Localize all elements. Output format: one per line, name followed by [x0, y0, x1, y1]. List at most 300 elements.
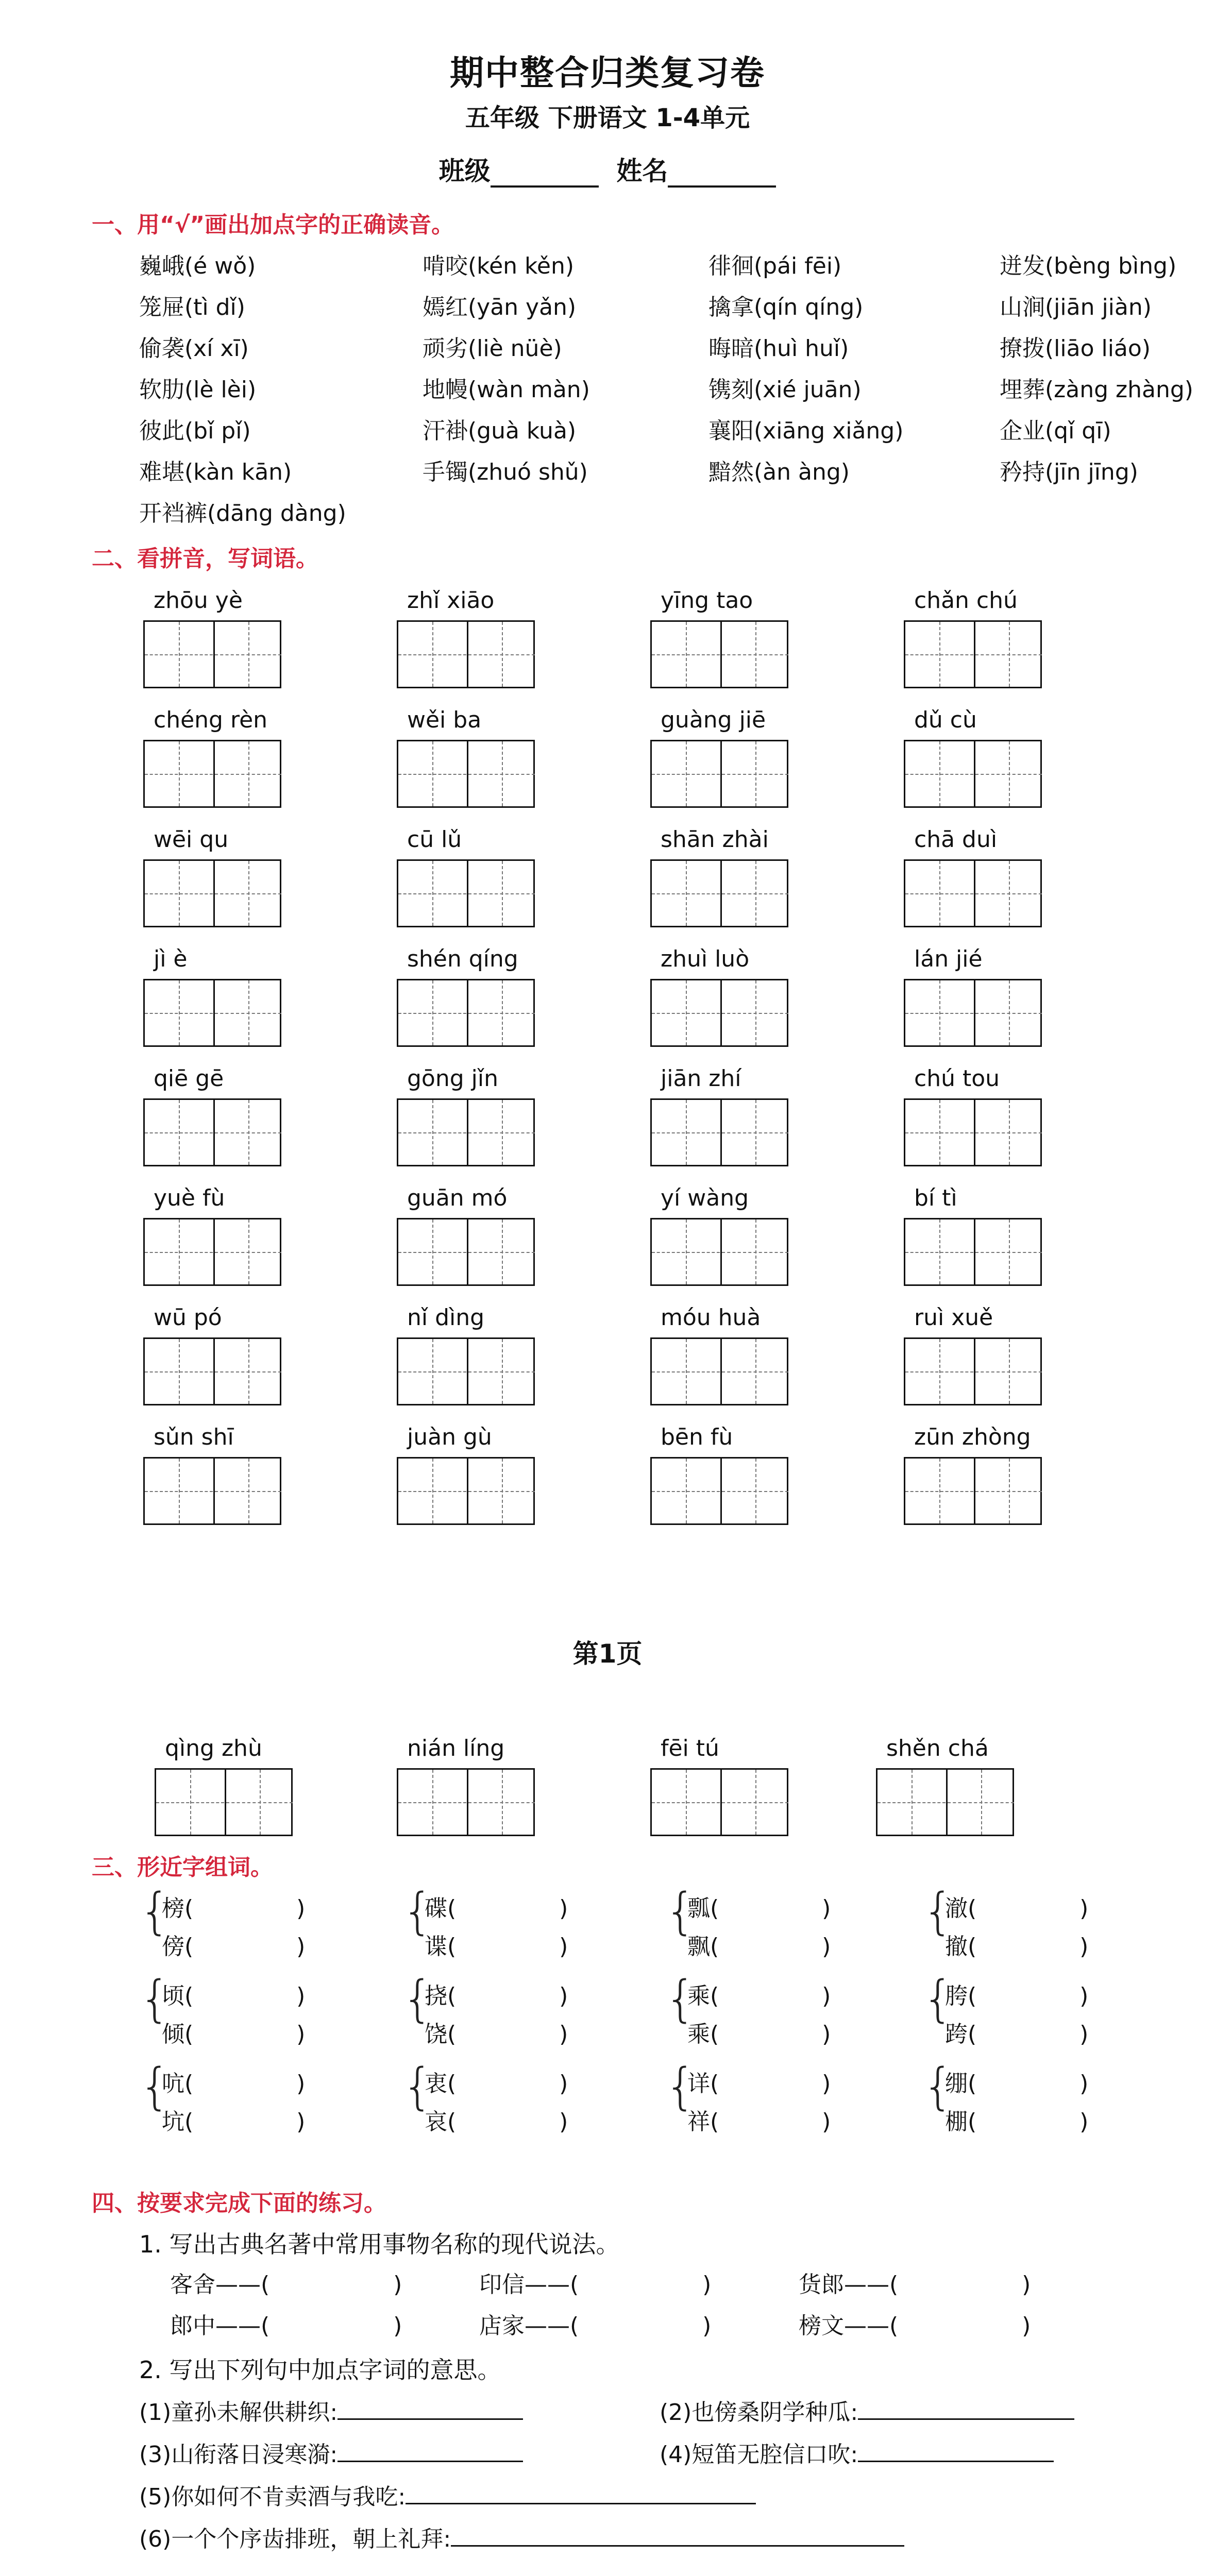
- brace-icon: {: [402, 2058, 434, 2115]
- answer-line[interactable]: [338, 2396, 523, 2420]
- section-1-heading: 一、用“√”画出加点字的正确读音。: [92, 212, 454, 238]
- guide-line-horizontal: [215, 1013, 281, 1014]
- word-1-0-pinyin: chéng rèn: [154, 707, 268, 733]
- grid-cell[interactable]: [467, 741, 535, 806]
- term-label: 印信——(: [479, 2272, 579, 2298]
- grid-cell[interactable]: [652, 741, 720, 806]
- guide-line-horizontal: [468, 1132, 535, 1133]
- grid-cell[interactable]: [878, 1770, 946, 1835]
- reading-item[interactable]: 晦暗(huì huǐ): [708, 335, 849, 362]
- grid-cell[interactable]: [467, 622, 535, 687]
- char-suffix: ): [296, 2071, 306, 2097]
- char-prefix: 碟(: [425, 1895, 457, 1922]
- grid-cell[interactable]: [398, 622, 466, 687]
- class-name-line: [0, 150, 1215, 188]
- char-prefix: 祥(: [687, 2109, 719, 2135]
- reading-item[interactable]: 黯然(àn àng): [708, 459, 850, 485]
- reading-item[interactable]: 巍峨(é wǒ): [139, 253, 256, 279]
- word-p2-3-pinyin: shěn chá: [886, 1735, 989, 1761]
- word-0-1-writing-box[interactable]: [397, 620, 535, 688]
- guide-line-horizontal: [215, 1132, 281, 1133]
- word-2-0-writing-box[interactable]: [143, 859, 281, 927]
- grid-cell[interactable]: [145, 1339, 213, 1404]
- char-suffix: ): [1079, 1895, 1089, 1922]
- word-7-2-writing-box[interactable]: [650, 1457, 788, 1525]
- guide-line-horizontal: [215, 1491, 281, 1492]
- char-suffix: ): [296, 1983, 306, 2009]
- grid-cell[interactable]: [974, 741, 1042, 806]
- word-2-3-writing-box[interactable]: [904, 859, 1042, 927]
- word-4-2-writing-box[interactable]: [650, 1098, 788, 1166]
- brace-icon: {: [665, 2058, 697, 2115]
- word-4-0-writing-box[interactable]: [143, 1098, 281, 1166]
- guide-line-horizontal: [398, 1802, 466, 1803]
- guide-line-horizontal: [145, 654, 213, 655]
- brace-icon: {: [665, 1970, 697, 2028]
- guide-line-horizontal: [722, 1252, 788, 1253]
- answer-line[interactable]: [451, 2522, 904, 2547]
- reading-item[interactable]: 迸发(bèng bìng): [1000, 253, 1177, 279]
- guide-line-horizontal: [652, 1132, 720, 1133]
- guide-line-horizontal: [468, 1802, 535, 1803]
- reading-item[interactable]: 徘徊(pái fēi): [708, 253, 842, 279]
- char-prefix: 谍(: [425, 1934, 457, 1960]
- term-close: ): [702, 2272, 712, 2298]
- reading-item[interactable]: 难堪(kàn kān): [139, 459, 292, 485]
- grid-cell[interactable]: [905, 1339, 973, 1404]
- name-label: 姓名: [616, 156, 668, 186]
- answer-line[interactable]: [858, 2438, 1054, 2462]
- char-prefix: 详(: [687, 2071, 719, 2097]
- reading-item[interactable]: 手镯(zhuó shǔ): [423, 459, 588, 485]
- class-label: 班级: [438, 156, 491, 186]
- section-4-heading: 四、按要求完成下面的练习。: [92, 2190, 386, 2216]
- reading-item[interactable]: 企业(qǐ qī): [1000, 418, 1111, 444]
- char-suffix: ): [296, 2021, 306, 2047]
- answer-line[interactable]: [338, 2438, 523, 2462]
- word-5-0-writing-box[interactable]: [143, 1218, 281, 1286]
- word-p2-0-writing-box[interactable]: [155, 1768, 293, 1836]
- grid-cell[interactable]: [974, 622, 1042, 687]
- guide-line-horizontal: [156, 1802, 224, 1803]
- sec4-question-2: 2. 写出下列句中加点字词的意思。: [139, 2356, 501, 2384]
- grid-cell[interactable]: [156, 1770, 224, 1835]
- char-prefix: 瓢(: [687, 1895, 719, 1922]
- grid-cell[interactable]: [467, 1459, 535, 1523]
- word-5-2-writing-box[interactable]: [650, 1218, 788, 1286]
- grid-cell[interactable]: [720, 741, 788, 806]
- word-6-1-writing-box[interactable]: [397, 1337, 535, 1405]
- char-prefix: 衷(: [425, 2071, 457, 2097]
- word-1-1-pinyin: wěi ba: [407, 707, 482, 733]
- similar-char-item[interactable]: [162, 1890, 305, 1923]
- reading-item[interactable]: 偷袭(xí xī): [139, 335, 249, 362]
- grid-cell[interactable]: [467, 1770, 535, 1835]
- grid-cell[interactable]: [398, 1339, 466, 1404]
- reading-item[interactable]: 镌刻(xié juān): [708, 377, 862, 403]
- grid-cell[interactable]: [398, 1770, 466, 1835]
- answer-line[interactable]: [406, 2480, 756, 2504]
- modern-term-item[interactable]: [799, 2307, 1031, 2340]
- grid-cell[interactable]: [652, 1100, 720, 1165]
- word-1-2-pinyin: guàng jiē: [661, 707, 766, 733]
- guide-line-horizontal: [652, 893, 720, 894]
- reading-item[interactable]: 彼此(bǐ pǐ): [139, 418, 251, 444]
- grid-cell[interactable]: [905, 1100, 973, 1165]
- grid-cell[interactable]: [652, 1770, 720, 1835]
- word-1-1-writing-box[interactable]: [397, 740, 535, 808]
- grid-cell[interactable]: [213, 980, 281, 1045]
- word-5-3-writing-box[interactable]: [904, 1218, 1042, 1286]
- char-suffix: ): [559, 2071, 568, 2097]
- similar-char-item[interactable]: [687, 1977, 831, 2010]
- guide-line-horizontal: [145, 1491, 213, 1492]
- similar-char-item[interactable]: [162, 2015, 305, 2048]
- guide-line-horizontal: [975, 893, 1042, 894]
- word-5-1-pinyin: guān mó: [407, 1185, 508, 1211]
- sentence-meaning-item[interactable]: [139, 2436, 523, 2469]
- brace-icon: {: [922, 2058, 954, 2115]
- char-prefix: 坑(: [162, 2109, 194, 2135]
- brace-icon: {: [402, 1970, 434, 2028]
- grid-cell[interactable]: [213, 622, 281, 687]
- guide-line-horizontal: [905, 1132, 973, 1133]
- similar-char-item[interactable]: [425, 2015, 568, 2048]
- similar-char-item[interactable]: [687, 2103, 831, 2136]
- char-suffix: ): [822, 1895, 831, 1922]
- word-4-3-writing-box[interactable]: [904, 1098, 1042, 1166]
- sentence-meaning-item[interactable]: [660, 2436, 1054, 2469]
- similar-char-item[interactable]: [945, 1928, 1088, 1961]
- reading-item[interactable]: 埋葬(zàng zhàng): [1000, 377, 1193, 403]
- char-prefix: 胯(: [945, 1983, 977, 2009]
- grid-cell[interactable]: [398, 980, 466, 1045]
- char-prefix: 挠(: [425, 1983, 457, 2009]
- grid-cell[interactable]: [974, 1339, 1042, 1404]
- guide-line-horizontal: [722, 1802, 788, 1803]
- similar-char-item[interactable]: [162, 2065, 305, 2098]
- modern-term-item[interactable]: [479, 2266, 711, 2299]
- grid-cell[interactable]: [398, 741, 466, 806]
- reading-item[interactable]: 嫣红(yān yǎn): [423, 294, 577, 320]
- guide-line-horizontal: [215, 1371, 281, 1372]
- term-label: 榜文——(: [799, 2313, 899, 2339]
- word-5-2-pinyin: yí wàng: [661, 1185, 749, 1211]
- char-suffix: ): [1079, 2071, 1089, 2097]
- reading-item[interactable]: 擒拿(qín qíng): [708, 294, 864, 320]
- char-prefix: 吭(: [162, 2071, 194, 2097]
- word-2-2-pinyin: shān zhài: [661, 826, 769, 853]
- grid-cell[interactable]: [974, 861, 1042, 926]
- char-suffix: ): [559, 1895, 568, 1922]
- grid-cell[interactable]: [213, 1219, 281, 1284]
- sentence-meaning-item[interactable]: [660, 2394, 1074, 2427]
- guide-line-horizontal: [652, 1371, 720, 1372]
- answer-line[interactable]: [858, 2396, 1074, 2420]
- grid-cell[interactable]: [467, 861, 535, 926]
- modern-term-item[interactable]: [479, 2307, 711, 2340]
- char-suffix: ): [1079, 2109, 1089, 2135]
- grid-cell[interactable]: [905, 622, 973, 687]
- similar-char-item[interactable]: [687, 2015, 831, 2048]
- sentence-meaning-item[interactable]: [139, 2394, 523, 2427]
- grid-cell[interactable]: [652, 1339, 720, 1404]
- similar-char-item[interactable]: [425, 1890, 568, 1923]
- guide-line-horizontal: [145, 1132, 213, 1133]
- guide-line-horizontal: [398, 774, 466, 775]
- term-close: ): [1022, 2272, 1031, 2298]
- section-2-heading: 二、看拼音，写词语。: [92, 546, 318, 572]
- word-7-0-writing-box[interactable]: [143, 1457, 281, 1525]
- word-3-2-pinyin: zhuì luò: [661, 946, 750, 972]
- guide-line-horizontal: [468, 654, 535, 655]
- similar-char-item[interactable]: [945, 1890, 1088, 1923]
- word-1-0-writing-box[interactable]: [143, 740, 281, 808]
- char-prefix: 顷(: [162, 1983, 194, 2009]
- grid-cell[interactable]: [652, 622, 720, 687]
- brace-icon: {: [139, 2058, 171, 2115]
- grid-cell[interactable]: [652, 1219, 720, 1284]
- word-7-2-pinyin: bēn fù: [661, 1424, 733, 1450]
- similar-char-item[interactable]: [162, 2103, 305, 2136]
- word-p2-2-writing-box[interactable]: [650, 1768, 788, 1836]
- reading-item[interactable]: 顽劣(liè nüè): [423, 335, 562, 362]
- grid-cell[interactable]: [145, 622, 213, 687]
- word-5-1-writing-box[interactable]: [397, 1218, 535, 1286]
- grid-cell[interactable]: [974, 1459, 1042, 1523]
- reading-item[interactable]: 笼屉(tì dǐ): [139, 294, 245, 320]
- reading-item[interactable]: 撩拨(liāo liáo): [1000, 335, 1151, 362]
- word-p2-3-writing-box[interactable]: [876, 1768, 1014, 1836]
- word-4-1-writing-box[interactable]: [397, 1098, 535, 1166]
- guide-line-horizontal: [905, 1491, 973, 1492]
- word-3-1-pinyin: shén qíng: [407, 946, 518, 972]
- similar-char-item[interactable]: [945, 2015, 1088, 2048]
- char-suffix: ): [1079, 1983, 1089, 2009]
- grid-cell[interactable]: [398, 1219, 466, 1284]
- char-suffix: ): [296, 1934, 306, 1960]
- modern-term-item[interactable]: [170, 2307, 402, 2340]
- guide-line-horizontal: [215, 654, 281, 655]
- guide-line-horizontal: [975, 1371, 1042, 1372]
- reading-item[interactable]: 啃咬(kén kěn): [423, 253, 575, 279]
- word-1-3-pinyin: dǔ cù: [914, 707, 977, 733]
- guide-line-horizontal: [145, 893, 213, 894]
- similar-char-item[interactable]: [945, 1977, 1088, 2010]
- guide-line-horizontal: [975, 1252, 1042, 1253]
- grid-cell[interactable]: [946, 1770, 1014, 1835]
- term-close: ): [702, 2313, 712, 2339]
- word-7-3-writing-box[interactable]: [904, 1457, 1042, 1525]
- word-2-1-writing-box[interactable]: [397, 859, 535, 927]
- word-4-0-pinyin: qiē gē: [154, 1065, 224, 1092]
- grid-cell[interactable]: [145, 1100, 213, 1165]
- grid-cell[interactable]: [720, 1100, 788, 1165]
- guide-line-horizontal: [948, 1802, 1014, 1803]
- guide-line-horizontal: [398, 1491, 466, 1492]
- grid-cell[interactable]: [652, 861, 720, 926]
- word-4-2-pinyin: jiān zhí: [661, 1065, 741, 1092]
- page-subtitle: 五年级 下册语文 1-4单元: [465, 104, 750, 132]
- grid-cell[interactable]: [905, 861, 973, 926]
- guide-line-horizontal: [905, 654, 973, 655]
- grid-cell[interactable]: [398, 1100, 466, 1165]
- grid-cell[interactable]: [467, 1100, 535, 1165]
- grid-cell[interactable]: [145, 1219, 213, 1284]
- similar-char-item[interactable]: [425, 2103, 568, 2136]
- grid-cell[interactable]: [213, 861, 281, 926]
- grid-cell[interactable]: [213, 1100, 281, 1165]
- similar-char-item[interactable]: [425, 1928, 568, 1961]
- word-3-3-pinyin: lán jié: [914, 946, 983, 972]
- sentence-text: (4)短笛无腔信口吹:: [660, 2442, 858, 2468]
- char-suffix: ): [822, 2109, 831, 2135]
- word-0-3-pinyin: chǎn chú: [914, 587, 1018, 614]
- section-3-heading: 三、形近字组词。: [92, 1854, 273, 1880]
- grid-cell[interactable]: [145, 1459, 213, 1523]
- grid-cell[interactable]: [213, 1459, 281, 1523]
- similar-char-item[interactable]: [687, 2065, 831, 2098]
- grid-cell[interactable]: [974, 1100, 1042, 1165]
- grid-cell[interactable]: [145, 980, 213, 1045]
- sentence-text: (1)童孙未解供耕织:: [139, 2399, 338, 2426]
- grid-cell[interactable]: [225, 1770, 293, 1835]
- similar-char-item[interactable]: [945, 2065, 1088, 2098]
- char-suffix: ): [296, 2109, 306, 2135]
- word-0-3-writing-box[interactable]: [904, 620, 1042, 688]
- grid-cell[interactable]: [720, 861, 788, 926]
- sentence-meaning-item[interactable]: [139, 2478, 756, 2511]
- word-6-3-writing-box[interactable]: [904, 1337, 1042, 1405]
- guide-line-horizontal: [975, 1491, 1042, 1492]
- reading-item[interactable]: 襄阳(xiāng xiǎng): [708, 418, 904, 444]
- modern-term-item[interactable]: [170, 2266, 402, 2299]
- reading-item[interactable]: 矜持(jīn jīng): [1000, 459, 1138, 485]
- char-suffix: ): [822, 2021, 831, 2047]
- word-7-1-writing-box[interactable]: [397, 1457, 535, 1525]
- sec4-question-1: 1. 写出古典名著中常用事物名称的现代说法。: [139, 2230, 620, 2258]
- class-blank[interactable]: [491, 160, 599, 188]
- similar-char-item[interactable]: [945, 2103, 1088, 2136]
- char-suffix: ): [296, 1895, 306, 1922]
- guide-line-horizontal: [905, 774, 973, 775]
- modern-term-item[interactable]: [799, 2266, 1031, 2299]
- grid-cell[interactable]: [145, 741, 213, 806]
- reading-item[interactable]: 软肋(lè lèi): [139, 377, 257, 403]
- word-p2-1-pinyin: nián líng: [407, 1735, 505, 1761]
- guide-line-horizontal: [652, 1013, 720, 1014]
- grid-cell[interactable]: [398, 1459, 466, 1523]
- grid-cell[interactable]: [398, 861, 466, 926]
- grid-cell[interactable]: [974, 1219, 1042, 1284]
- reading-item[interactable]: 开裆裤(dāng dàng): [139, 500, 346, 527]
- word-3-2-writing-box[interactable]: [650, 979, 788, 1047]
- char-prefix: 棚(: [945, 2109, 977, 2135]
- similar-char-item[interactable]: [687, 1928, 831, 1961]
- guide-line-horizontal: [905, 1371, 973, 1372]
- grid-cell[interactable]: [720, 1459, 788, 1523]
- word-p2-1-writing-box[interactable]: [397, 1768, 535, 1836]
- word-7-0-pinyin: sǔn shī: [154, 1424, 234, 1450]
- word-6-2-writing-box[interactable]: [650, 1337, 788, 1405]
- word-6-1-pinyin: nǐ dìng: [407, 1304, 485, 1331]
- grid-cell[interactable]: [720, 622, 788, 687]
- word-0-2-pinyin: yīng tao: [661, 587, 753, 614]
- char-prefix: 撤(: [945, 1934, 977, 1960]
- guide-line-horizontal: [215, 1252, 281, 1253]
- char-suffix: ): [559, 2109, 568, 2135]
- word-0-0-writing-box[interactable]: [143, 620, 281, 688]
- word-p2-2-pinyin: fēi tú: [661, 1735, 719, 1761]
- sentence-meaning-item[interactable]: [139, 2520, 904, 2553]
- guide-line-horizontal: [652, 774, 720, 775]
- guide-line-horizontal: [398, 893, 466, 894]
- grid-cell[interactable]: [974, 980, 1042, 1045]
- grid-cell[interactable]: [720, 1339, 788, 1404]
- guide-line-horizontal: [398, 1371, 466, 1372]
- similar-char-item[interactable]: [425, 1977, 568, 2010]
- grid-cell[interactable]: [905, 1459, 973, 1523]
- guide-line-horizontal: [722, 1371, 788, 1372]
- term-label: 郎中——(: [170, 2313, 270, 2339]
- grid-cell[interactable]: [905, 1219, 973, 1284]
- guide-line-horizontal: [468, 774, 535, 775]
- word-3-3-writing-box[interactable]: [904, 979, 1042, 1047]
- reading-item[interactable]: 汗褂(guà kuà): [423, 418, 577, 444]
- grid-cell[interactable]: [213, 1339, 281, 1404]
- word-2-3-pinyin: chā duì: [914, 826, 998, 853]
- similar-char-item[interactable]: [687, 1890, 831, 1923]
- guide-line-horizontal: [722, 654, 788, 655]
- grid-cell[interactable]: [905, 980, 973, 1045]
- grid-cell[interactable]: [145, 861, 213, 926]
- similar-char-item[interactable]: [425, 2065, 568, 2098]
- grid-cell[interactable]: [652, 1459, 720, 1523]
- grid-cell[interactable]: [213, 741, 281, 806]
- grid-cell[interactable]: [467, 1339, 535, 1404]
- brace-icon: {: [665, 1883, 697, 1940]
- guide-line-horizontal: [468, 1013, 535, 1014]
- similar-char-item[interactable]: [162, 1977, 305, 2010]
- reading-item[interactable]: 山涧(jiān jiàn): [1000, 294, 1152, 320]
- word-1-3-writing-box[interactable]: [904, 740, 1042, 808]
- word-6-0-writing-box[interactable]: [143, 1337, 281, 1405]
- grid-cell[interactable]: [720, 1219, 788, 1284]
- word-2-2-writing-box[interactable]: [650, 859, 788, 927]
- guide-line-horizontal: [722, 893, 788, 894]
- char-prefix: 榜(: [162, 1895, 194, 1922]
- guide-line-horizontal: [652, 1802, 720, 1803]
- guide-line-horizontal: [468, 893, 535, 894]
- term-close: ): [393, 2313, 402, 2339]
- word-3-1-writing-box[interactable]: [397, 979, 535, 1047]
- name-blank[interactable]: [668, 160, 776, 188]
- grid-cell[interactable]: [720, 1770, 788, 1835]
- grid-cell[interactable]: [905, 741, 973, 806]
- grid-cell[interactable]: [720, 980, 788, 1045]
- grid-cell[interactable]: [652, 980, 720, 1045]
- similar-char-item[interactable]: [162, 1928, 305, 1961]
- word-0-2-writing-box[interactable]: [650, 620, 788, 688]
- reading-item[interactable]: 地幔(wàn màn): [423, 377, 590, 403]
- word-3-0-writing-box[interactable]: [143, 979, 281, 1047]
- guide-line-horizontal: [468, 1491, 535, 1492]
- grid-cell[interactable]: [467, 1219, 535, 1284]
- grid-cell[interactable]: [467, 980, 535, 1045]
- guide-line-horizontal: [975, 774, 1042, 775]
- word-1-2-writing-box[interactable]: [650, 740, 788, 808]
- guide-line-horizontal: [226, 1802, 293, 1803]
